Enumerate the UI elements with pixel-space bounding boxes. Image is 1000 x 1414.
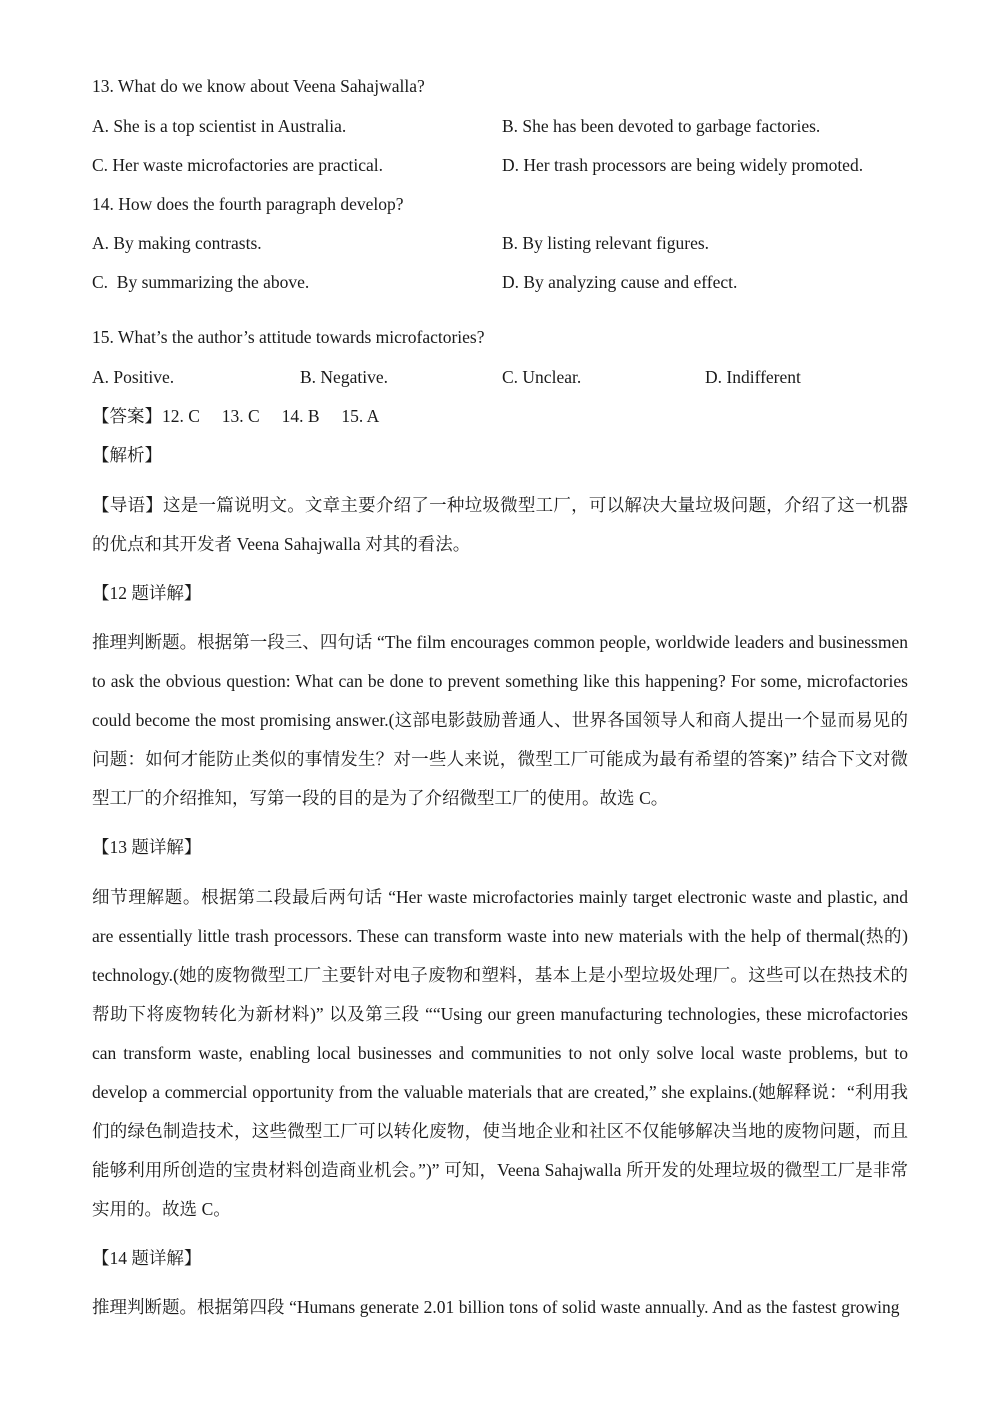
question-stem-13: 13. What do we know about Veena Sahajwalla? <box>92 76 425 96</box>
option-13-b[interactable]: B. She has been devoted to garbage factories. <box>502 115 821 136</box>
option-15-d[interactable]: D. Indifferent <box>705 366 801 387</box>
option-row-14-cd <box>92 274 908 291</box>
question-stem-14: 14. How does the fourth paragraph develop? <box>92 193 404 214</box>
option-15-a[interactable]: A. Positive. <box>92 366 175 387</box>
option-15-b[interactable]: B. Negative. <box>300 366 388 387</box>
option-row-13-ab <box>92 115 908 136</box>
option-13-d[interactable]: D. Her trash processors are being widely promoted. <box>502 154 864 175</box>
option-14-b[interactable]: B. By listing relevant figures. <box>502 233 710 253</box>
option-row-13-cd <box>92 154 908 175</box>
option-row-14-ab <box>92 235 908 252</box>
option-13-a[interactable]: A. She is a top scientist in Australia. <box>92 115 347 136</box>
analysis-heading: 【解析】 <box>92 445 162 465</box>
option-15-c[interactable]: C. Unclear. <box>502 366 582 387</box>
explanation-body-14: 推理判断题。根据第四段 “Humans generate 2.01 billion tons of solid waste annually. And as the fastest growing <box>92 1297 900 1317</box>
explanation-heading-14: 【14 题详解】 <box>92 1247 202 1268</box>
explanation-heading-13: 【13 题详解】 <box>92 837 202 857</box>
question-stem-15: 15. What’s the author’s attitude towards microfactories? <box>92 327 485 347</box>
page-content <box>92 78 908 1327</box>
option-14-d[interactable]: D. By analyzing cause and effect. <box>502 272 738 292</box>
explanation-heading-12: 【12 题详解】 <box>92 582 202 603</box>
option-row-15 <box>92 366 908 387</box>
option-14-c[interactable]: C. By summarizing the above. <box>92 272 310 292</box>
analysis-guide-paragraph: 【导语】这是一篇说明文。文章主要介绍了一种垃圾微型工厂，可以解决大量垃圾问题，介绍了这一机器的优点和其开发者 Veena Sahajwalla 对其的看法。 <box>92 494 908 554</box>
answer-key-line: 【答案】12. C 13. C 14. B 15. A <box>92 405 380 426</box>
explanation-body-13: 细节理解题。根据第二段最后两句话 “Her waste microfactories mainly target electronic waste and plastic, and are essentially little trash processors. These can transform waste into new materials with the help of thermal(热的) technology.(她的废物微型工厂主要针对电子废物和塑料，基本上是小型垃圾处理厂。这些可以在热技术的帮助下将废物转化为新材料)” 以及第三段 ““Using our green manufacturing technologies, these microfactories can transform waste, enabling local businesses and communities to not only solve local waste problems, but to develop a commercial opportunity from the valuable materials that are created,” she explains.(她解释说：“利用我们的绿色制造技术，这些微型工厂可以转化废物，使当地企业和社区不仅能够解决当地的废物问题，而且能够利用所创造的宝贵材料创造商业机会。”)” 可知，Veena Sahajwalla 所开发的处理垃圾的微型工厂是非常实用的。故选 C。 <box>92 886 908 1219</box>
explanation-body-12: 推理判断题。根据第一段三、四句话 “The film encourages common people, worldwide leaders and businessmen to ask the obvious question: What can be done to prevent something like this happening? For some, microfactories could become the most promising answer.(这部电影鼓励普通人、世界各国领导人和商人提出一个显而易见的问题：如何才能防止类似的事情发生？对一些人来说，微型工厂可能成为最有希望的答案)” 结合下文对微型工厂的介绍推知，写第一段的目的是为了介绍微型工厂的使用。故选 C。 <box>92 632 908 808</box>
option-14-a[interactable]: A. By making contrasts. <box>92 233 262 253</box>
option-13-c[interactable]: C. Her waste microfactories are practical. <box>92 154 384 175</box>
